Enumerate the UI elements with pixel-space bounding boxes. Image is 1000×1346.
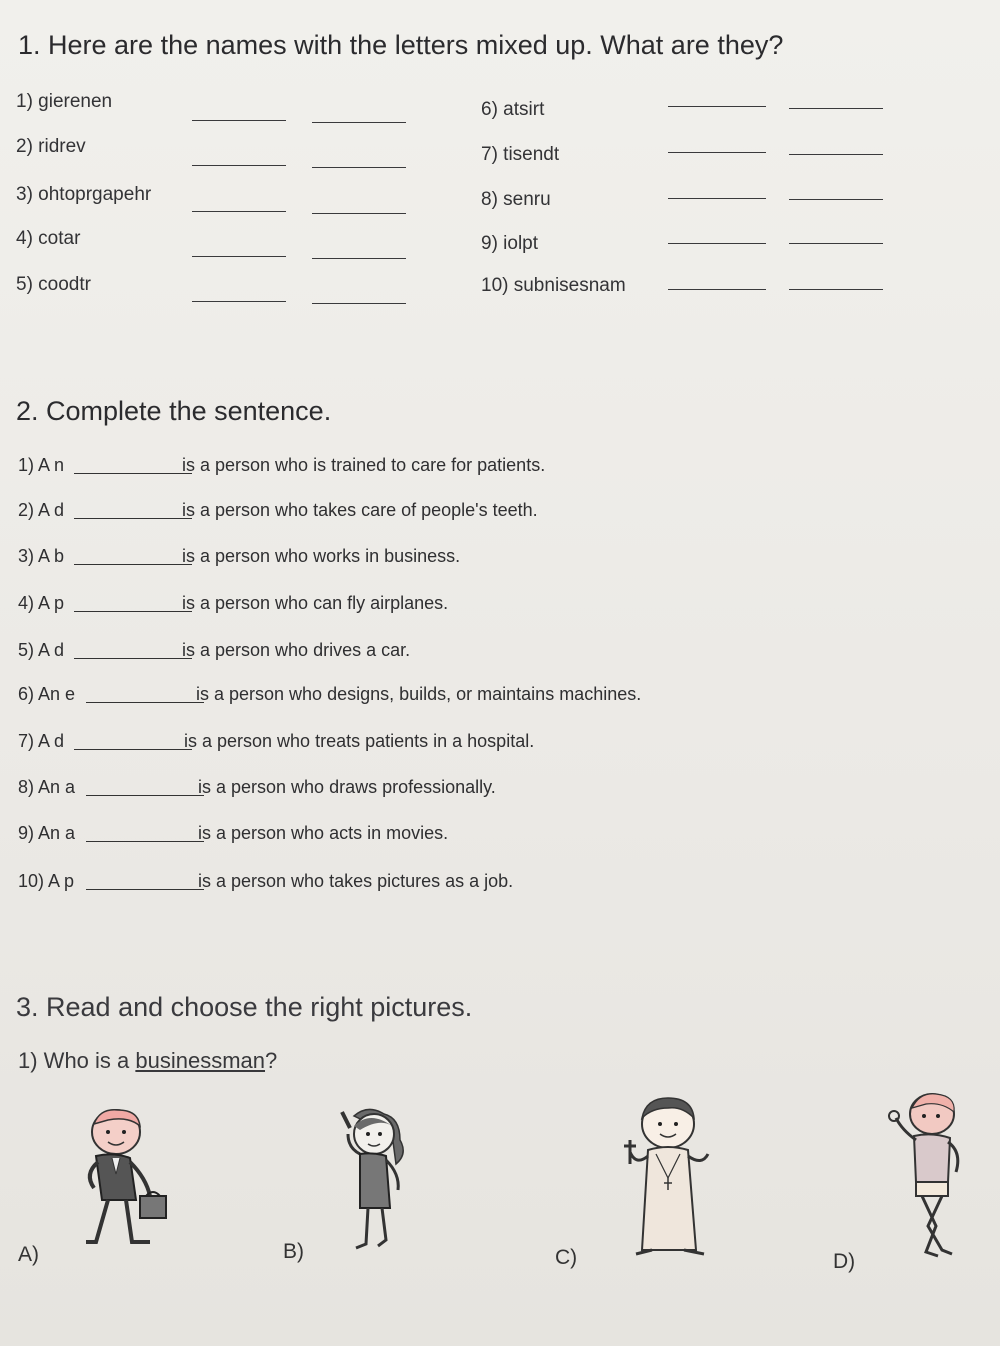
sentence-text: is a person who takes pictures as a job. (198, 871, 514, 891)
sentence-prefix: 9) An a (18, 823, 76, 843)
answer-blank[interactable] (312, 213, 406, 214)
answer-blank[interactable] (668, 106, 766, 107)
sentence-blank[interactable] (74, 564, 192, 565)
scrambled-word-6: 6) atsirt (481, 99, 545, 120)
option-c-label[interactable]: C) (555, 1246, 578, 1269)
question-1 (18, 1048, 277, 1074)
sentence-prefix: 6) An e (18, 684, 76, 704)
answer-blank[interactable] (789, 199, 883, 200)
answer-blank[interactable] (668, 152, 766, 153)
sentence-prefix: 3) A b (18, 546, 65, 566)
sentence-prefix: 5) A d (18, 640, 65, 660)
sentence-text: is a person who drives a car. (182, 640, 411, 660)
sentence-prefix: 1) A n (18, 455, 65, 475)
answer-blank[interactable] (789, 154, 883, 155)
sentence-text: is a person who works in business. (182, 546, 461, 566)
sentence-blank[interactable] (74, 749, 192, 750)
answer-blank[interactable] (192, 120, 286, 121)
answer-blank[interactable] (192, 256, 286, 257)
scrambled-word-3: 3) ohtoprgapehr (16, 184, 152, 205)
answer-blank[interactable] (192, 211, 286, 212)
section1-heading: 1. Here are the names with the letters mixed up. What are they? (18, 30, 784, 60)
sentence-prefix: 4) A p (18, 593, 65, 613)
answer-blank[interactable] (312, 122, 406, 123)
question-prefix: 1) Who is a (18, 1048, 136, 1073)
answer-blank[interactable] (312, 167, 406, 168)
priest-figure[interactable] (612, 1094, 732, 1266)
answer-blank[interactable] (192, 301, 286, 302)
sentence-text: is a person who acts in movies. (198, 823, 449, 843)
answer-blank[interactable] (789, 289, 883, 290)
sentence-text: is a person who can fly airplanes. (182, 593, 449, 613)
question-keyword: businessman (135, 1048, 266, 1073)
sentence-text: is a person who treats patients in a hospital. (184, 731, 535, 751)
sentence-prefix: 7) A d (18, 731, 65, 751)
sentence-text: is a person who draws professionally. (198, 777, 496, 797)
dancer-figure[interactable] (880, 1090, 970, 1270)
scrambled-word-8: 8) senru (481, 189, 551, 210)
woman-phone-figure[interactable] (330, 1104, 420, 1254)
scrambled-word-4: 4) cotar (16, 228, 81, 249)
sentence-text: is a person who takes care of people's teeth. (182, 500, 538, 520)
sentence-blank[interactable] (86, 795, 204, 796)
question-suffix: ? (265, 1048, 278, 1073)
option-a-label[interactable]: A) (18, 1243, 39, 1266)
answer-blank[interactable] (668, 198, 766, 199)
businessman-figure[interactable] (78, 1104, 188, 1254)
answer-blank[interactable] (789, 243, 883, 244)
scrambled-word-2: 2) ridrev (16, 136, 86, 157)
answer-blank[interactable] (312, 258, 406, 259)
sentence-text: is a person who designs, builds, or maintains machines. (196, 684, 642, 704)
scrambled-word-9: 9) iolpt (481, 233, 539, 254)
sentence-prefix: 10) A p (18, 871, 75, 891)
scrambled-word-1: 1) gierenen (16, 91, 113, 112)
sentence-blank[interactable] (74, 473, 192, 474)
sentence-blank[interactable] (86, 889, 204, 890)
option-d-label[interactable]: D) (833, 1250, 856, 1273)
answer-blank[interactable] (668, 243, 766, 244)
option-b-label[interactable]: B) (283, 1240, 304, 1263)
section3-heading: 3. Read and choose the right pictures. (16, 992, 473, 1022)
answer-blank[interactable] (789, 108, 883, 109)
section2-heading: 2. Complete the sentence. (16, 396, 332, 426)
sentence-blank[interactable] (74, 518, 192, 519)
sentence-text: is a person who is trained to care for patients. (182, 455, 546, 475)
sentence-prefix: 8) An a (18, 777, 76, 797)
answer-blank[interactable] (668, 289, 766, 290)
scrambled-word-10: 10) subnisesnam (481, 275, 626, 296)
sentence-blank[interactable] (74, 658, 192, 659)
sentence-blank[interactable] (74, 611, 192, 612)
answer-blank[interactable] (312, 303, 406, 304)
sentence-blank[interactable] (86, 841, 204, 842)
sentence-prefix: 2) A d (18, 500, 65, 520)
scrambled-word-7: 7) tisendt (481, 144, 560, 165)
answer-blank[interactable] (192, 165, 286, 166)
sentence-blank[interactable] (86, 702, 204, 703)
scrambled-word-5: 5) coodtr (16, 274, 91, 295)
